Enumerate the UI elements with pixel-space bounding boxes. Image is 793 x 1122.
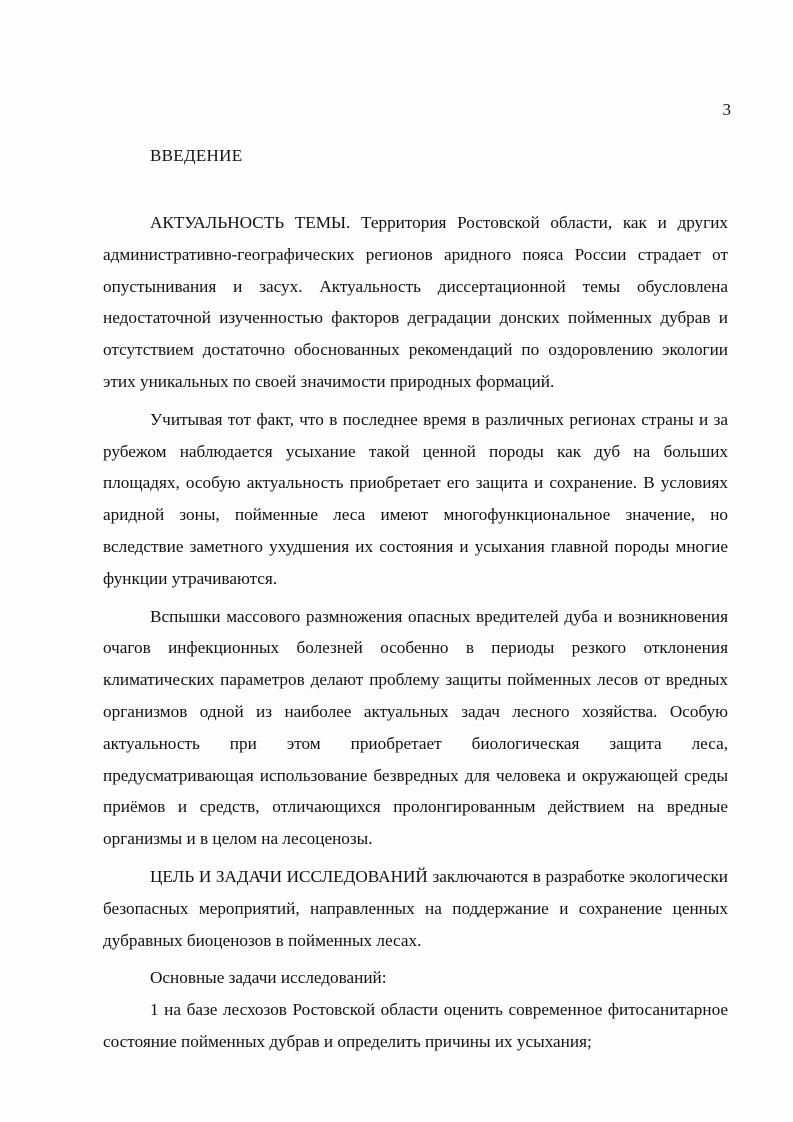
paragraph-tasks-heading — [103, 962, 728, 994]
body-text — [103, 207, 728, 1058]
page-number: 3 — [722, 100, 731, 119]
paragraph-text: Территория Ростовской области, как и других административно-географических регионов аридного пояса России страдает от опустынивания и засух. Актуальность диссертационной темы обусловлена недостаточной изученностью факторов деградации донских пойменных дубрав и отсутствием достаточно обоснованных рекомендаций по оздоровлению экологии этих уникальных по своей значимости природных формаций. — [103, 213, 728, 391]
paragraph-relevance — [103, 207, 728, 398]
paragraph-lead: АКТУАЛЬНОСТЬ ТЕМЫ. — [150, 213, 351, 232]
paragraph-text: Основные задачи исследований: — [150, 968, 387, 988]
section-heading: ВВЕДЕНИЕ — [150, 146, 243, 165]
paragraph-pest-outbreaks — [103, 601, 728, 855]
paragraph-text: Вспышки массового размножения опасных вредителей дуба и возникновения очагов инфекционных болезней особенно в периоды резкого отклонения климатических параметров делают проблему защиты пойменных лесов от вредных организмов одной из наиболее актуальных задач лесного хозяйства. Особую актуальность при этом приобретает биологическая защита леса, предусматривающая использование безвредных для человека и окружающей среды приёмов и средств, отличающихся пролонгированным действием на вредные организмы и в целом на лесоценозы. — [103, 606, 728, 849]
paragraph-task-1 — [103, 994, 728, 1058]
paragraph-text: 1 на базе лесхозов Ростовской области оценить современное фитосанитарное состояние пойменных дубрав и определить причины их усыхания; — [103, 1000, 728, 1051]
paragraph-goals — [103, 861, 728, 956]
paragraph-text: заключаются в разработке экологически безопасных мероприятий, направленных на поддержание и сохранение ценных дубравных биоценозов в пойменных лесах. — [103, 866, 728, 950]
paragraph-text: Учитывая тот факт, что в последнее время в различных регионах страны и за рубежом наблюдается усыхание такой ценной породы как дуб на больших площадях, особую актуальность приобретает его защита и сохранение. В условиях аридной зоны, пойменные леса имеют многофункциональное значение, но вследствие заметного ухудшения их состояния и усыхания главной породы многие функции утрачиваются. — [103, 409, 728, 588]
paragraph-lead: ЦЕЛЬ И ЗАДАЧИ ИССЛЕДОВАНИЙ — [150, 866, 428, 886]
paragraph-oak-decline — [103, 404, 728, 595]
